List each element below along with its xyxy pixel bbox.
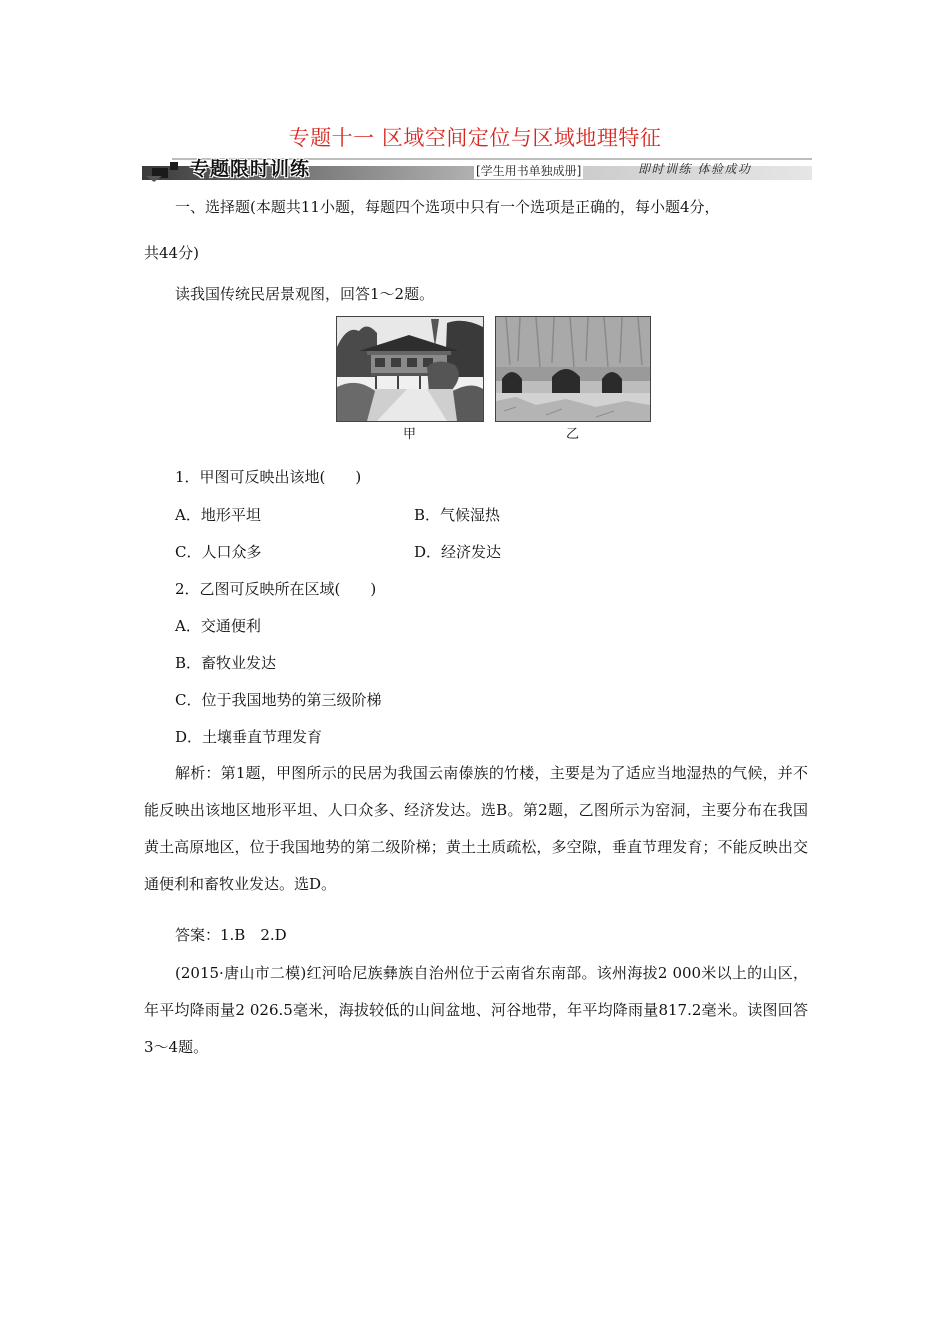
- answer-line: 答案：1.B 2.D: [175, 926, 287, 944]
- banner-title: 专题限时训练: [190, 158, 311, 180]
- question-1-option-a: A．地形平坦: [175, 506, 261, 524]
- banner-square-icon: [170, 162, 178, 170]
- section-intro: 读我国传统民居景观图，回答1～2题。: [175, 285, 435, 303]
- caption-yi: 乙: [566, 427, 580, 442]
- cave-dwelling-image: [496, 317, 650, 421]
- question-1-stem: 1．甲图可反映出该地( ): [175, 468, 362, 486]
- question-2-option-b: B．畜牧业发达: [175, 654, 277, 672]
- analysis-paragraph: 解析：第1题，甲图所示的民居为我国云南傣族的竹楼，主要是为了适应当地湿热的气候，并不能反映出该地区地形平坦、人口众多、经济发达。选B。第2题，乙图所示为窑洞，主要分布在我国黄土高原地区，位于我国地势的第二级阶梯；黄土土质疏松，多空隙，垂直节理发育；不能反映出交通便利和畜牧业发达。选D。: [144, 764, 808, 893]
- section-heading-line2: 共44分): [144, 244, 199, 262]
- page-title: 专题十一 区域空间定位与区域地理特征: [288, 126, 662, 150]
- section-heading-line1: 一、选择题(本题共11小题，每题四个选项中只有一个选项是正确的，每小题4分，: [175, 198, 720, 216]
- question-1-option-c: C．人口众多: [175, 543, 262, 561]
- banner-note: [学生用书单独成册]: [476, 164, 582, 178]
- question-1-option-b: B．气候湿热: [414, 506, 501, 524]
- question-2-option-c: C．位于我国地势的第三级阶梯: [175, 691, 382, 709]
- bamboo-house-image: [337, 317, 483, 421]
- question-2-option-d: D．土壤垂直节理发育: [175, 728, 323, 746]
- banner-triangle-icon: [146, 176, 162, 182]
- section-banner: [142, 154, 812, 184]
- question-2-stem: 2．乙图可反映所在区域( ): [175, 580, 377, 598]
- photo-cave-dwelling: [495, 316, 651, 422]
- question-2-option-a: A．交通便利: [175, 617, 261, 635]
- question-1-option-d: D．经济发达: [414, 543, 502, 561]
- caption-jia: 甲: [403, 427, 417, 442]
- banner-slogan: 即时训练 体验成功: [638, 162, 752, 176]
- next-passage: (2015·唐山市二模)红河哈尼族彝族自治州位于云南省东南部。该州海拔2 000米以上的山区，年平均降雨量2 026.5毫米，海拔较低的山间盆地、河谷地带，年平均降雨量817.2毫米。读图回答3～4题。: [144, 964, 808, 1056]
- photo-bamboo-house: [336, 316, 484, 422]
